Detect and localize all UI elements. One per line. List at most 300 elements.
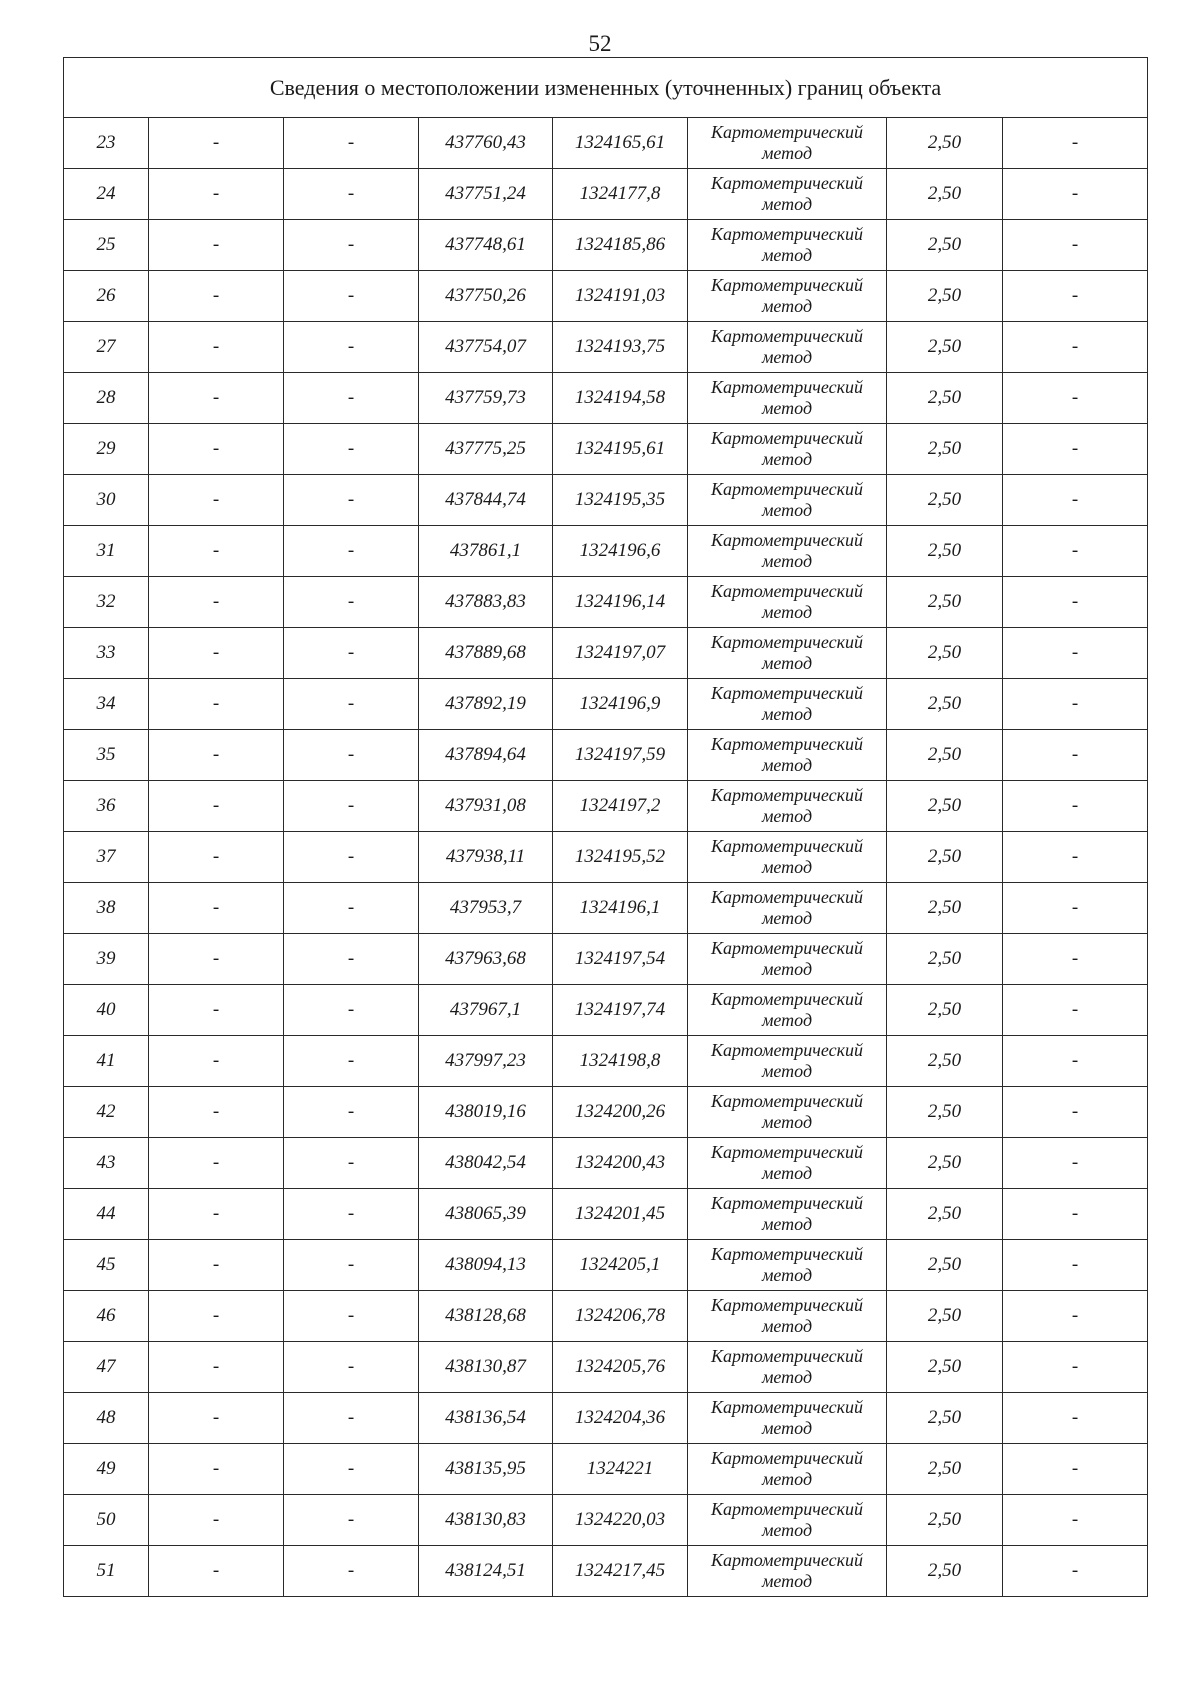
y-coordinate-cell: 1324200,26	[553, 1087, 688, 1138]
x-coordinate-cell: 437750,26	[419, 271, 553, 322]
method-line-1: Картометрический	[710, 326, 863, 346]
y-coordinate-cell: 1324220,03	[553, 1495, 688, 1546]
empty-value-cell: -	[1003, 679, 1148, 730]
empty-value-cell: -	[149, 1189, 284, 1240]
method-cell	[688, 373, 887, 424]
empty-value-cell: -	[284, 730, 419, 781]
table-row	[64, 934, 1148, 985]
method-cell	[688, 679, 887, 730]
y-coordinate-cell: 1324196,6	[553, 526, 688, 577]
empty-value-cell: -	[149, 577, 284, 628]
precision-cell: 2,50	[887, 934, 1003, 985]
precision-cell: 2,50	[887, 373, 1003, 424]
method-cell	[688, 730, 887, 781]
method-line-2: метод	[761, 959, 813, 979]
method-line-1: Картометрический	[710, 530, 863, 550]
table-row	[64, 577, 1148, 628]
precision-cell: 2,50	[887, 1240, 1003, 1291]
x-coordinate-cell: 438019,16	[419, 1087, 553, 1138]
empty-value-cell: -	[149, 271, 284, 322]
empty-value-cell: -	[1003, 322, 1148, 373]
method-cell	[688, 1342, 887, 1393]
method-line-1: Картометрический	[710, 1142, 863, 1162]
method-line-1: Картометрический	[710, 428, 863, 448]
empty-value-cell: -	[149, 628, 284, 679]
method-line-2: метод	[761, 1163, 813, 1183]
method-line-2: метод	[761, 1418, 813, 1438]
x-coordinate-cell: 438130,83	[419, 1495, 553, 1546]
method-line-2: метод	[761, 449, 813, 469]
method-line-1: Картометрический	[710, 1295, 863, 1315]
method-cell	[688, 1087, 887, 1138]
y-coordinate-cell: 1324221	[553, 1444, 688, 1495]
empty-value-cell: -	[284, 934, 419, 985]
y-coordinate-cell: 1324194,58	[553, 373, 688, 424]
method-cell	[688, 628, 887, 679]
empty-value-cell: -	[1003, 1087, 1148, 1138]
method-cell	[688, 220, 887, 271]
x-coordinate-cell: 437894,64	[419, 730, 553, 781]
method-line-2: метод	[761, 500, 813, 520]
empty-value-cell: -	[1003, 985, 1148, 1036]
precision-cell: 2,50	[887, 424, 1003, 475]
y-coordinate-cell: 1324197,74	[553, 985, 688, 1036]
empty-value-cell: -	[284, 1036, 419, 1087]
y-coordinate-cell: 1324195,35	[553, 475, 688, 526]
precision-cell: 2,50	[887, 679, 1003, 730]
point-number-cell: 47	[64, 1342, 149, 1393]
point-number-cell: 50	[64, 1495, 149, 1546]
empty-value-cell: -	[149, 1240, 284, 1291]
empty-value-cell: -	[284, 628, 419, 679]
empty-value-cell: -	[1003, 577, 1148, 628]
y-coordinate-cell: 1324205,76	[553, 1342, 688, 1393]
empty-value-cell: -	[1003, 1189, 1148, 1240]
method-line-1: Картометрический	[710, 1499, 863, 1519]
empty-value-cell: -	[149, 1138, 284, 1189]
method-cell	[688, 1393, 887, 1444]
y-coordinate-cell: 1324165,61	[553, 118, 688, 169]
x-coordinate-cell: 437754,07	[419, 322, 553, 373]
empty-value-cell: -	[284, 1189, 419, 1240]
empty-value-cell: -	[284, 424, 419, 475]
y-coordinate-cell: 1324185,86	[553, 220, 688, 271]
method-line-2: метод	[761, 1520, 813, 1540]
empty-value-cell: -	[284, 322, 419, 373]
method-cell	[688, 475, 887, 526]
empty-value-cell: -	[1003, 883, 1148, 934]
method-line-1: Картометрический	[710, 836, 863, 856]
precision-cell: 2,50	[887, 577, 1003, 628]
y-coordinate-cell: 1324196,9	[553, 679, 688, 730]
method-cell	[688, 1291, 887, 1342]
method-cell	[688, 1138, 887, 1189]
precision-cell: 2,50	[887, 1189, 1003, 1240]
empty-value-cell: -	[149, 934, 284, 985]
empty-value-cell: -	[284, 679, 419, 730]
precision-cell: 2,50	[887, 832, 1003, 883]
precision-cell: 2,50	[887, 1495, 1003, 1546]
method-cell	[688, 271, 887, 322]
y-coordinate-cell: 1324200,43	[553, 1138, 688, 1189]
empty-value-cell: -	[149, 985, 284, 1036]
empty-value-cell: -	[284, 1138, 419, 1189]
empty-value-cell: -	[1003, 373, 1148, 424]
table-row	[64, 322, 1148, 373]
method-cell	[688, 832, 887, 883]
method-line-2: метод	[761, 908, 813, 928]
table-row	[64, 781, 1148, 832]
precision-cell: 2,50	[887, 985, 1003, 1036]
method-line-2: метод	[761, 194, 813, 214]
empty-value-cell: -	[284, 1393, 419, 1444]
empty-value-cell: -	[284, 1444, 419, 1495]
method-line-1: Картометрический	[710, 173, 863, 193]
empty-value-cell: -	[284, 271, 419, 322]
empty-value-cell: -	[149, 730, 284, 781]
y-coordinate-cell: 1324198,8	[553, 1036, 688, 1087]
method-line-1: Картометрический	[710, 1550, 863, 1570]
table-row	[64, 679, 1148, 730]
empty-value-cell: -	[149, 832, 284, 883]
precision-cell: 2,50	[887, 1546, 1003, 1597]
method-line-1: Картометрический	[710, 1091, 863, 1111]
method-line-1: Картометрический	[710, 632, 863, 652]
method-line-2: метод	[761, 1265, 813, 1285]
empty-value-cell: -	[149, 679, 284, 730]
point-number-cell: 31	[64, 526, 149, 577]
point-number-cell: 26	[64, 271, 149, 322]
point-number-cell: 32	[64, 577, 149, 628]
empty-value-cell: -	[149, 1444, 284, 1495]
table-row	[64, 373, 1148, 424]
table-row	[64, 1546, 1148, 1597]
empty-value-cell: -	[149, 322, 284, 373]
table-row	[64, 1240, 1148, 1291]
empty-value-cell: -	[284, 1240, 419, 1291]
y-coordinate-cell: 1324206,78	[553, 1291, 688, 1342]
empty-value-cell: -	[284, 985, 419, 1036]
table-row	[64, 1189, 1148, 1240]
page-number: 52	[588, 31, 612, 56]
point-number-cell: 28	[64, 373, 149, 424]
method-line-2: метод	[761, 245, 813, 265]
precision-cell: 2,50	[887, 1342, 1003, 1393]
point-number-cell: 33	[64, 628, 149, 679]
point-number-cell: 40	[64, 985, 149, 1036]
method-cell	[688, 1240, 887, 1291]
empty-value-cell: -	[1003, 1240, 1148, 1291]
x-coordinate-cell: 438094,13	[419, 1240, 553, 1291]
point-number-cell: 35	[64, 730, 149, 781]
x-coordinate-cell: 438065,39	[419, 1189, 553, 1240]
y-coordinate-cell: 1324191,03	[553, 271, 688, 322]
precision-cell: 2,50	[887, 628, 1003, 679]
table-row	[64, 730, 1148, 781]
y-coordinate-cell: 1324197,59	[553, 730, 688, 781]
empty-value-cell: -	[284, 220, 419, 271]
empty-value-cell: -	[149, 373, 284, 424]
table-row	[64, 832, 1148, 883]
method-line-2: метод	[761, 806, 813, 826]
empty-value-cell: -	[149, 1393, 284, 1444]
precision-cell: 2,50	[887, 1291, 1003, 1342]
empty-value-cell: -	[1003, 1495, 1148, 1546]
point-number-cell: 38	[64, 883, 149, 934]
method-line-1: Картометрический	[710, 479, 863, 499]
empty-value-cell: -	[284, 526, 419, 577]
method-cell	[688, 781, 887, 832]
point-number-cell: 41	[64, 1036, 149, 1087]
table-row	[64, 424, 1148, 475]
empty-value-cell: -	[149, 220, 284, 271]
empty-value-cell: -	[1003, 1036, 1148, 1087]
point-number-cell: 44	[64, 1189, 149, 1240]
x-coordinate-cell: 437967,1	[419, 985, 553, 1036]
empty-value-cell: -	[284, 832, 419, 883]
table-row	[64, 1036, 1148, 1087]
method-line-2: метод	[761, 398, 813, 418]
point-number-cell: 43	[64, 1138, 149, 1189]
empty-value-cell: -	[284, 373, 419, 424]
method-line-1: Картометрический	[710, 785, 863, 805]
empty-value-cell: -	[1003, 1393, 1148, 1444]
point-number-cell: 46	[64, 1291, 149, 1342]
point-number-cell: 23	[64, 118, 149, 169]
empty-value-cell: -	[284, 883, 419, 934]
method-cell	[688, 424, 887, 475]
precision-cell: 2,50	[887, 883, 1003, 934]
table-row	[64, 1444, 1148, 1495]
empty-value-cell: -	[1003, 1546, 1148, 1597]
empty-value-cell: -	[149, 1546, 284, 1597]
method-cell	[688, 1444, 887, 1495]
y-coordinate-cell: 1324177,8	[553, 169, 688, 220]
empty-value-cell: -	[284, 169, 419, 220]
method-line-2: метод	[761, 704, 813, 724]
boundary-coordinates-table	[63, 57, 1148, 1597]
point-number-cell: 39	[64, 934, 149, 985]
precision-cell: 2,50	[887, 1087, 1003, 1138]
table-row	[64, 220, 1148, 271]
point-number-cell: 30	[64, 475, 149, 526]
table-row	[64, 985, 1148, 1036]
empty-value-cell: -	[1003, 781, 1148, 832]
y-coordinate-cell: 1324197,07	[553, 628, 688, 679]
empty-value-cell: -	[1003, 526, 1148, 577]
point-number-cell: 49	[64, 1444, 149, 1495]
y-coordinate-cell: 1324195,52	[553, 832, 688, 883]
point-number-cell: 48	[64, 1393, 149, 1444]
empty-value-cell: -	[1003, 1291, 1148, 1342]
table-row	[64, 169, 1148, 220]
point-number-cell: 37	[64, 832, 149, 883]
empty-value-cell: -	[1003, 1342, 1148, 1393]
method-line-1: Картометрический	[710, 224, 863, 244]
method-line-2: метод	[761, 1010, 813, 1030]
method-line-1: Картометрический	[710, 1448, 863, 1468]
empty-value-cell: -	[1003, 1444, 1148, 1495]
y-coordinate-cell: 1324196,14	[553, 577, 688, 628]
empty-value-cell: -	[149, 1087, 284, 1138]
method-line-2: метод	[761, 551, 813, 571]
empty-value-cell: -	[284, 1495, 419, 1546]
method-line-2: метод	[761, 1214, 813, 1234]
method-cell	[688, 322, 887, 373]
precision-cell: 2,50	[887, 730, 1003, 781]
method-line-2: метод	[761, 1469, 813, 1489]
empty-value-cell: -	[1003, 628, 1148, 679]
x-coordinate-cell: 437844,74	[419, 475, 553, 526]
x-coordinate-cell: 437892,19	[419, 679, 553, 730]
method-cell	[688, 1189, 887, 1240]
y-coordinate-cell: 1324197,2	[553, 781, 688, 832]
empty-value-cell: -	[149, 781, 284, 832]
point-number-cell: 25	[64, 220, 149, 271]
empty-value-cell: -	[1003, 1138, 1148, 1189]
method-line-2: метод	[761, 653, 813, 673]
precision-cell: 2,50	[887, 322, 1003, 373]
x-coordinate-cell: 438135,95	[419, 1444, 553, 1495]
x-coordinate-cell: 437751,24	[419, 169, 553, 220]
table-body	[64, 118, 1148, 1597]
empty-value-cell: -	[1003, 424, 1148, 475]
x-coordinate-cell: 437775,25	[419, 424, 553, 475]
precision-cell: 2,50	[887, 1138, 1003, 1189]
empty-value-cell: -	[1003, 832, 1148, 883]
y-coordinate-cell: 1324196,1	[553, 883, 688, 934]
empty-value-cell: -	[284, 1291, 419, 1342]
method-cell	[688, 1546, 887, 1597]
empty-value-cell: -	[1003, 169, 1148, 220]
method-cell	[688, 934, 887, 985]
empty-value-cell: -	[1003, 220, 1148, 271]
empty-value-cell: -	[149, 1495, 284, 1546]
precision-cell: 2,50	[887, 1444, 1003, 1495]
method-cell	[688, 577, 887, 628]
empty-value-cell: -	[149, 118, 284, 169]
method-line-1: Картометрический	[710, 938, 863, 958]
empty-value-cell: -	[149, 883, 284, 934]
empty-value-cell: -	[284, 1087, 419, 1138]
method-line-1: Картометрический	[710, 683, 863, 703]
point-number-cell: 27	[64, 322, 149, 373]
empty-value-cell: -	[1003, 730, 1148, 781]
precision-cell: 2,50	[887, 220, 1003, 271]
table-row	[64, 1291, 1148, 1342]
x-coordinate-cell: 437963,68	[419, 934, 553, 985]
x-coordinate-cell: 437953,7	[419, 883, 553, 934]
table-row	[64, 1087, 1148, 1138]
empty-value-cell: -	[149, 169, 284, 220]
precision-cell: 2,50	[887, 1036, 1003, 1087]
method-line-2: метод	[761, 347, 813, 367]
x-coordinate-cell: 438042,54	[419, 1138, 553, 1189]
method-line-1: Картометрический	[710, 581, 863, 601]
method-cell	[688, 118, 887, 169]
x-coordinate-cell: 437760,43	[419, 118, 553, 169]
method-line-2: метод	[761, 1112, 813, 1132]
y-coordinate-cell: 1324217,45	[553, 1546, 688, 1597]
empty-value-cell: -	[1003, 475, 1148, 526]
table-row	[64, 271, 1148, 322]
precision-cell: 2,50	[887, 475, 1003, 526]
precision-cell: 2,50	[887, 526, 1003, 577]
method-line-2: метод	[761, 1367, 813, 1387]
method-line-1: Картометрический	[710, 275, 863, 295]
empty-value-cell: -	[149, 1291, 284, 1342]
method-cell	[688, 1036, 887, 1087]
empty-value-cell: -	[284, 1342, 419, 1393]
method-line-1: Картометрический	[710, 734, 863, 754]
method-line-2: метод	[761, 296, 813, 316]
empty-value-cell: -	[284, 781, 419, 832]
y-coordinate-cell: 1324205,1	[553, 1240, 688, 1291]
x-coordinate-cell: 438136,54	[419, 1393, 553, 1444]
method-cell	[688, 526, 887, 577]
method-line-2: метод	[761, 755, 813, 775]
y-coordinate-cell: 1324193,75	[553, 322, 688, 373]
method-cell	[688, 169, 887, 220]
precision-cell: 2,50	[887, 1393, 1003, 1444]
x-coordinate-cell: 437748,61	[419, 220, 553, 271]
empty-value-cell: -	[284, 1546, 419, 1597]
method-line-1: Картометрический	[710, 377, 863, 397]
empty-value-cell: -	[149, 424, 284, 475]
precision-cell: 2,50	[887, 169, 1003, 220]
point-number-cell: 29	[64, 424, 149, 475]
method-line-1: Картометрический	[710, 1346, 863, 1366]
precision-cell: 2,50	[887, 271, 1003, 322]
point-number-cell: 34	[64, 679, 149, 730]
x-coordinate-cell: 437883,83	[419, 577, 553, 628]
x-coordinate-cell: 437861,1	[419, 526, 553, 577]
method-line-1: Картометрический	[710, 887, 863, 907]
method-cell	[688, 985, 887, 1036]
point-number-cell: 45	[64, 1240, 149, 1291]
method-cell	[688, 883, 887, 934]
method-line-1: Картометрический	[710, 989, 863, 1009]
x-coordinate-cell: 437931,08	[419, 781, 553, 832]
empty-value-cell: -	[1003, 934, 1148, 985]
method-line-2: метод	[761, 1061, 813, 1081]
point-number-cell: 51	[64, 1546, 149, 1597]
y-coordinate-cell: 1324204,36	[553, 1393, 688, 1444]
method-line-1: Картометрический	[710, 1244, 863, 1264]
method-line-2: метод	[761, 857, 813, 877]
table-row	[64, 1393, 1148, 1444]
table-row	[64, 475, 1148, 526]
table-row	[64, 883, 1148, 934]
empty-value-cell: -	[149, 1342, 284, 1393]
table-row	[64, 628, 1148, 679]
y-coordinate-cell: 1324195,61	[553, 424, 688, 475]
precision-cell: 2,50	[887, 118, 1003, 169]
x-coordinate-cell: 437889,68	[419, 628, 553, 679]
table-row	[64, 1138, 1148, 1189]
point-number-cell: 24	[64, 169, 149, 220]
method-line-1: Картометрический	[710, 1397, 863, 1417]
method-cell	[688, 1495, 887, 1546]
method-line-2: метод	[761, 1571, 813, 1591]
empty-value-cell: -	[149, 1036, 284, 1087]
empty-value-cell: -	[149, 526, 284, 577]
x-coordinate-cell: 438130,87	[419, 1342, 553, 1393]
precision-cell: 2,50	[887, 781, 1003, 832]
table-row	[64, 1342, 1148, 1393]
method-line-1: Картометрический	[710, 1193, 863, 1213]
x-coordinate-cell: 437938,11	[419, 832, 553, 883]
